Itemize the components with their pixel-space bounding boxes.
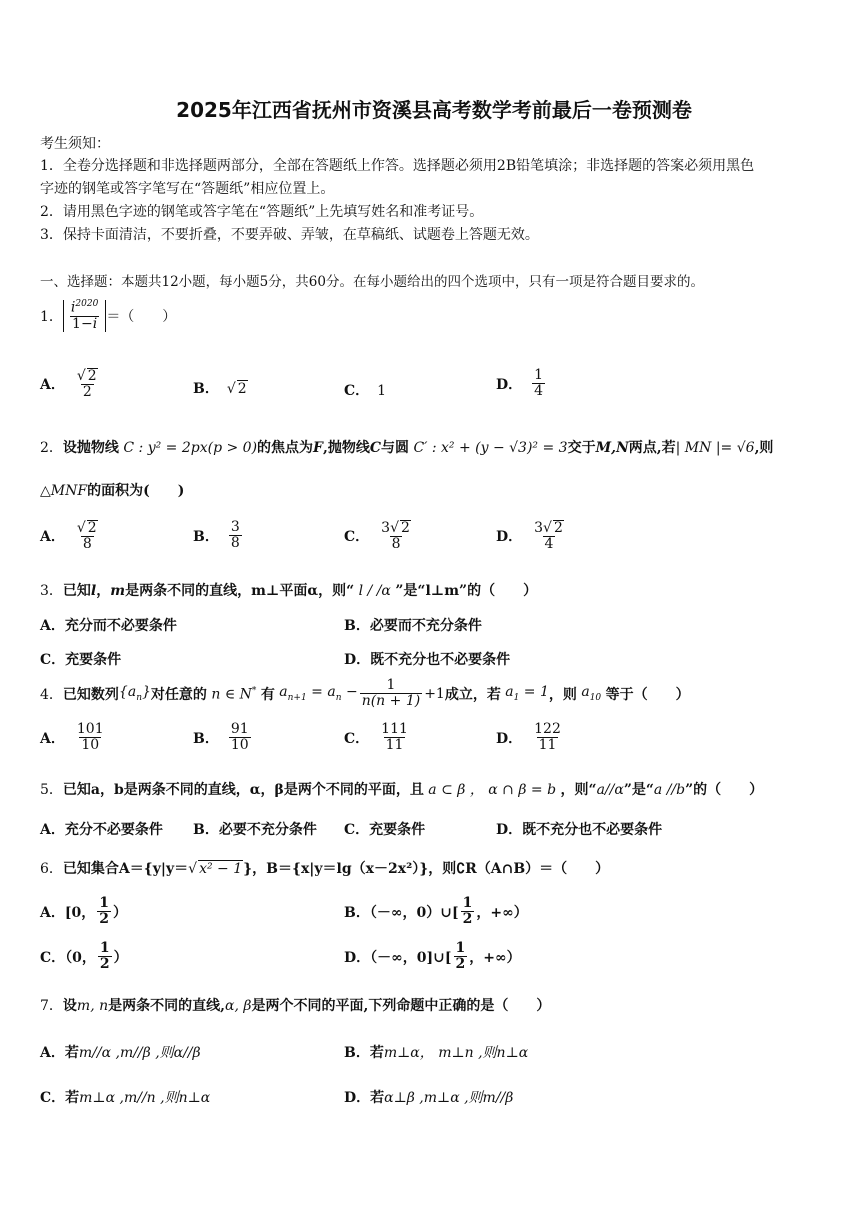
question-2: 2．设抛物线 C : y² = 2px(p > 0)的焦点为F,抛物线C与圆 C′ : x² + (y − √3)² = 3交于M,N两点,若| MN |= √6,则 (40, 440, 774, 456)
q6-option-a[interactable]: A．[0， $\frac{1}{2}$ ） (40, 895, 127, 928)
q7-option-b[interactable]: B．若m⊥α， m⊥n ,则n⊥α (344, 1045, 529, 1061)
q4-option-b[interactable]: B． $\frac{91}{10}$ (193, 721, 249, 754)
q3-option-a[interactable]: A．充分而不必要条件 (40, 618, 177, 634)
q6-option-b[interactable]: B．（－∞，0）∪[ $\frac{1}{2}$ ，+∞） (344, 895, 528, 928)
notice-item: 2．请用黑色字迹的钢笔或答字笔在“答题纸”上先填写姓名和准考证号。 (40, 204, 484, 220)
question-4: 4． 已知数列 $\{a_n\}$ 对任意的 n ∈ N* 有 $a_{n+1} = a_n$ − $\frac{1}{n(n + 1)}$ +1 成立，若 $a_1 = 1$ ，则 $a_{10}$ 等于（ ） (40, 677, 690, 710)
q6-option-c[interactable]: C．（0， $\frac{1}{2}$ ） (40, 940, 128, 973)
notice-item: 字迹的钢笔或答字笔写在“答题纸”相应位置上。 (40, 181, 335, 197)
question-5: 5．已知a，b是两条不同的直线，α，β是两个不同的平面，且 a ⊂ β ， α ∩ β = b ，则“a//α”是“a //b”的（ ） (40, 782, 764, 798)
q4-option-a[interactable]: A． $\frac{101}{10}$ (40, 721, 104, 754)
q5-option-b[interactable]: B．必要不充分条件 (193, 822, 317, 838)
notice-item: 1．全卷分选择题和非选择题两部分，全部在答题纸上作答。选择题必须用2B铅笔填涂；非选择题的答案必须用黑色 (40, 158, 755, 174)
notice-item: 3．保持卡面清洁，不要折叠，不要弄破、弄皱，在草稿纸、试题卷上答题无效。 (40, 227, 539, 243)
q7-option-a[interactable]: A．若m//α ,m//β ,则α//β (40, 1045, 201, 1061)
q1-option-b[interactable]: B． √ 2 (193, 380, 247, 397)
q2-option-b[interactable]: B． $\frac{3}{8}$ (193, 519, 240, 552)
q2-option-c[interactable]: C． $\frac{3√ 2}{8}$ (344, 520, 410, 553)
q3-option-c[interactable]: C．充要条件 (40, 652, 122, 668)
q1-option-c[interactable]: C． 1 (344, 383, 387, 399)
q3-option-d[interactable]: D．既不充分也不必要条件 (344, 652, 511, 668)
q5-option-d[interactable]: D．既不充分也不必要条件 (496, 822, 663, 838)
question-1: 1． $\frac{i^{2020}}{1-i}$ ＝（ ） (40, 299, 177, 333)
q4-option-d[interactable]: D． $\frac{122}{11}$ (496, 721, 561, 754)
question-7: 7．设m, n是两条不同的直线,α, β是两个不同的平面,下列命题中正确的是（ ） (40, 998, 551, 1014)
q1-option-a[interactable]: A． $\frac{√ 2}{2}$ (40, 368, 97, 401)
page-title: 2025年江西省抚州市资溪县高考数学考前最后一卷预测卷 (176, 98, 692, 122)
abs-value-expression: $\frac{i^{2020}}{1-i}$ (63, 300, 106, 332)
q3-option-b[interactable]: B．必要而不充分条件 (344, 618, 482, 634)
section-heading: 一、选择题：本题共12小题，每小题5分，共60分。在每小题给出的四个选项中，只有一项是符合题目要求的。 (40, 274, 704, 290)
q2-option-a[interactable]: A． $\frac{√ 2}{8}$ (40, 520, 97, 553)
q1-option-d[interactable]: D． $\frac{1}{4}$ (496, 367, 544, 400)
question-2-cont: △MNF的面积为( ) (40, 483, 185, 499)
q4-option-c[interactable]: C． $\frac{111}{11}$ (344, 721, 408, 754)
q2-option-d[interactable]: D． $\frac{3√ 2}{4}$ (496, 520, 563, 553)
q7-option-d[interactable]: D．若α⊥β ,m⊥α ,则m//β (344, 1090, 514, 1106)
question-3: 3．已知l，m是两条不同的直线，m⊥平面α，则“ l / /α ”是“l⊥m”的（ ） (40, 583, 538, 599)
q6-option-d[interactable]: D．（－∞，0]∪[ $\frac{1}{2}$ ，+∞） (344, 940, 521, 973)
q5-option-c[interactable]: C．充要条件 (344, 822, 426, 838)
notice-heading: 考生须知： (40, 136, 110, 152)
q5-option-a[interactable]: A．充分不必要条件 (40, 822, 163, 838)
q7-option-c[interactable]: C．若m⊥α ,m//n ,则n⊥α (40, 1090, 211, 1106)
question-6: 6．已知集合A＝{y|y＝√ x² − 1}，B＝{x|y＝lg（x－2x²）}，则∁R（A∩B）＝（ ） (40, 861, 610, 877)
